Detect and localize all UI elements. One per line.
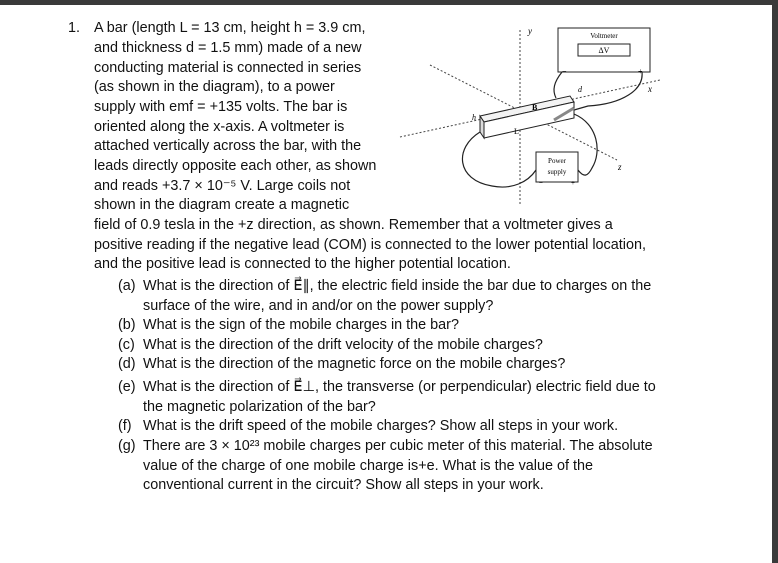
intro-line: (as shown in the diagram), to a power: [94, 79, 335, 95]
power-supply-label-2: supply: [547, 168, 567, 176]
field-label-B: B⃗: [532, 103, 544, 112]
part-e-text: the magnetic polarization of the bar?: [143, 399, 376, 415]
wire-left: [462, 132, 536, 187]
voltmeter-reading: ΔV: [598, 46, 610, 55]
part-c-text: What is the direction of the drift velocity of the mobile charges?: [143, 337, 543, 353]
part-a-label: (a): [118, 278, 136, 294]
label-d: d: [578, 85, 582, 94]
part-d-text: What is the direction of the magnetic force on the mobile charges?: [143, 356, 566, 372]
axis-z-label: z: [618, 162, 622, 172]
part-a-text: surface of the wire, and in and/or on the power supply?: [143, 298, 494, 314]
part-b-text: What is the sign of the mobile charges in the bar?: [143, 317, 459, 333]
label-L: L: [514, 127, 519, 136]
voltmeter-minus: −: [562, 67, 567, 76]
intro-line: supply with emf = +135 volts. The bar is: [94, 99, 348, 115]
intro-line: positive reading if the negative lead (COM) is connected to the lower potential location,: [94, 237, 646, 253]
label-h: h: [472, 113, 476, 122]
part-b-label: (b): [118, 317, 136, 333]
intro-line: and thickness d = 1.5 mm) made of a new: [94, 40, 362, 56]
part-g-text: There are 3 × 10²³ mobile charges per cubic meter of this material. The absolute: [143, 438, 653, 454]
voltmeter-title: Voltmeter: [590, 32, 618, 40]
part-e-text: What is the direction of E⃗⊥, the transverse (or perpendicular) electric field due to: [143, 379, 656, 395]
voltmeter-plus: +: [638, 67, 643, 76]
intro-line: shown in the diagram create a magnetic: [94, 197, 350, 213]
intro-line: and the positive lead is connected to the higher potential location.: [94, 256, 511, 272]
axis-x-label: x: [648, 84, 652, 94]
intro-line: leads directly opposite each other, as shown: [94, 158, 377, 174]
voltmeter-lead-negative: [554, 72, 562, 98]
circuit-diagram: [392, 20, 668, 210]
power-supply-label-1: Power: [548, 157, 566, 165]
intro-line: attached vertically across the bar, with the: [94, 138, 362, 154]
question-number: 1.: [68, 20, 81, 36]
intro-line: A bar (length L = 13 cm, height h = 3.9 cm,: [94, 20, 366, 36]
top-window-border: [0, 0, 778, 5]
part-c-label: (c): [118, 337, 135, 353]
part-g-text: value of the charge of one mobile charge is+e. What is the value of the: [143, 458, 593, 474]
part-g-text: conventional current in the circuit? Show all steps in your work.: [143, 477, 544, 493]
power-supply-minus: −: [539, 179, 543, 187]
part-a-text: What is the direction of E⃗∥, the electric field inside the bar due to charges on the: [143, 278, 652, 294]
part-e-label: (e): [118, 379, 136, 395]
intro-line: conducting material is connected in series: [94, 60, 362, 76]
axis-y-label: y: [528, 26, 532, 36]
part-f-label: (f): [118, 418, 132, 434]
right-scrollbar[interactable]: [772, 0, 778, 563]
part-d-label: (d): [118, 356, 136, 372]
intro-line: and reads +3.7 × 10⁻⁵ V. Large coils not: [94, 178, 351, 194]
part-f-text: What is the drift speed of the mobile charges? Show all steps in your work.: [143, 418, 619, 434]
intro-line: field of 0.9 tesla in the +z direction, as shown. Remember that a voltmeter gives a: [94, 217, 613, 233]
part-g-label: (g): [118, 438, 136, 454]
intro-line: oriented along the x-axis. A voltmeter is: [94, 119, 345, 135]
power-supply-plus: +: [571, 179, 575, 187]
